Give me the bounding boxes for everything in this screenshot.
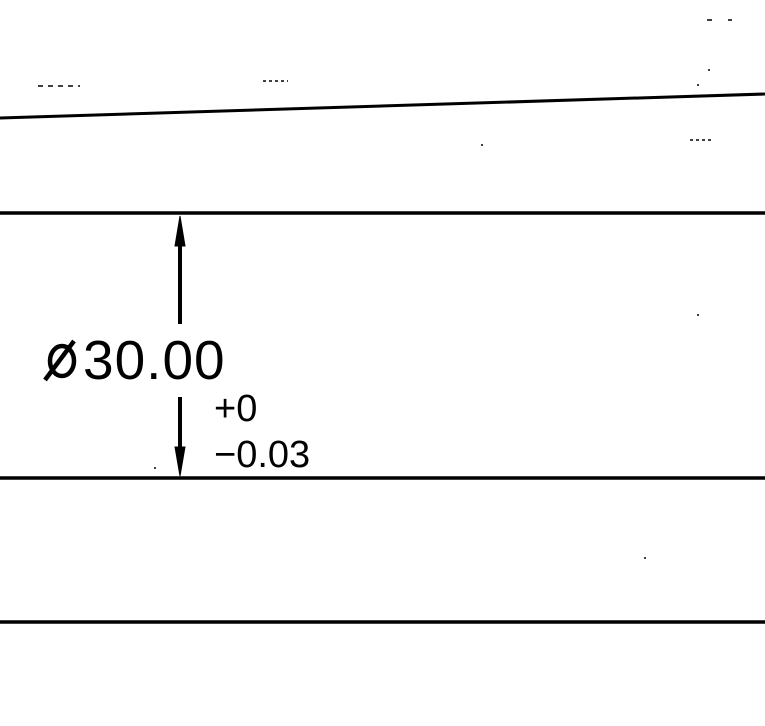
tolerance-upper: +0	[214, 388, 258, 430]
arrowhead-up	[175, 216, 185, 246]
arrowhead-down	[175, 447, 185, 476]
diameter-symbol-icon	[45, 341, 74, 380]
tolerance-lower: −0.03	[214, 434, 311, 476]
dimension-nominal-value: 30.00	[83, 329, 226, 391]
slanted-edge-line	[0, 94, 765, 118]
